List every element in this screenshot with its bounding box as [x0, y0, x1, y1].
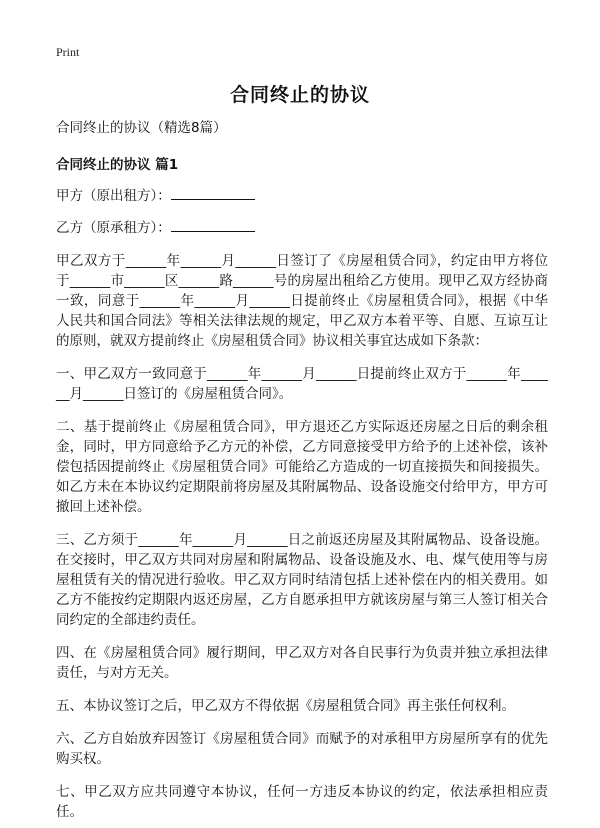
clause-3: 三、乙方须于______年______月______日之前返还房屋及其附属物品、设备设施。在交接时，甲乙双方共同对房屋和附属物品、设备设施及水、电、煤气使用等与房屋租赁有关的情况进行验收。甲乙双方同时结清包括上述补偿在内的相关费用。如乙方不能按约定期限内返还房屋，乙方自愿承担甲方就该房屋与第三人签订相关合同约定的全部违约责任。	[56, 532, 548, 628]
print-link[interactable]: Print	[56, 45, 80, 59]
clause-1: 一、甲乙双方一致同意于______年______月______日提前终止双方于______年______月______日签订的《房屋租赁合同》。	[56, 366, 548, 402]
document-subtitle: 合同终止的协议（精选8篇）	[56, 120, 227, 136]
party-b-blank-line	[171, 217, 255, 232]
clause-7: 七、甲乙双方应共同遵守本协议，任何一方违反本协议的约定，依法承担相应责任。	[56, 784, 548, 820]
clause-4: 四、在《房屋租赁合同》履行期间，甲乙双方对各自民事行为负责并独立承担法律责任，与对方无关。	[56, 645, 548, 681]
document-body	[56, 118, 548, 822]
clause-2: 二、基于提前终止《房屋租赁合同》，甲方退还乙方实际返还房屋之日后的剩余租金，同时，甲方同意给予乙方元的补偿，乙方同意接受甲方给予的上述补偿，该补偿包括因提前终止《房屋租赁合同》可能给乙方造成的一切直接损失和间接损失。如乙方未在本协议约定期限前将房屋及其附属物品、设备设施交付给甲方，甲方可撤回上述补偿。	[56, 419, 548, 515]
party-a-blank-line	[171, 185, 255, 200]
party-a-label: 甲方（原出租方）：	[56, 188, 171, 204]
clause-5: 五、本协议签订之后，甲乙双方不得依据《房屋租赁合同》再主张任何权利。	[56, 698, 515, 714]
party-b-label: 乙方（原承租方）：	[56, 220, 171, 236]
document-title: 合同终止的协议	[229, 84, 370, 106]
clause-6: 六、乙方自始放弃因签订《房屋租赁合同》而赋予的对承租甲方房屋所享有的优先购买权。	[56, 731, 548, 767]
party-a-field	[56, 185, 548, 207]
intro-paragraph: 甲乙双方于______年______月______日签订了《房屋租赁合同》，约定由甲方将位于______市______区______路______号的房屋出租给乙方使用。现甲乙双方经协商一致，同意于______年______月______日提前终止《房屋租赁合同》，根据《中华人民共和国合同法》等相关法律法规的规定，甲乙双方本着平等、自愿、互谅互让的原则，就双方提前终止《房屋租赁合同》协议相关事宜达成如下条款：	[56, 253, 548, 349]
section-heading: 合同终止的协议 篇1	[56, 157, 179, 173]
party-b-field	[56, 217, 548, 239]
